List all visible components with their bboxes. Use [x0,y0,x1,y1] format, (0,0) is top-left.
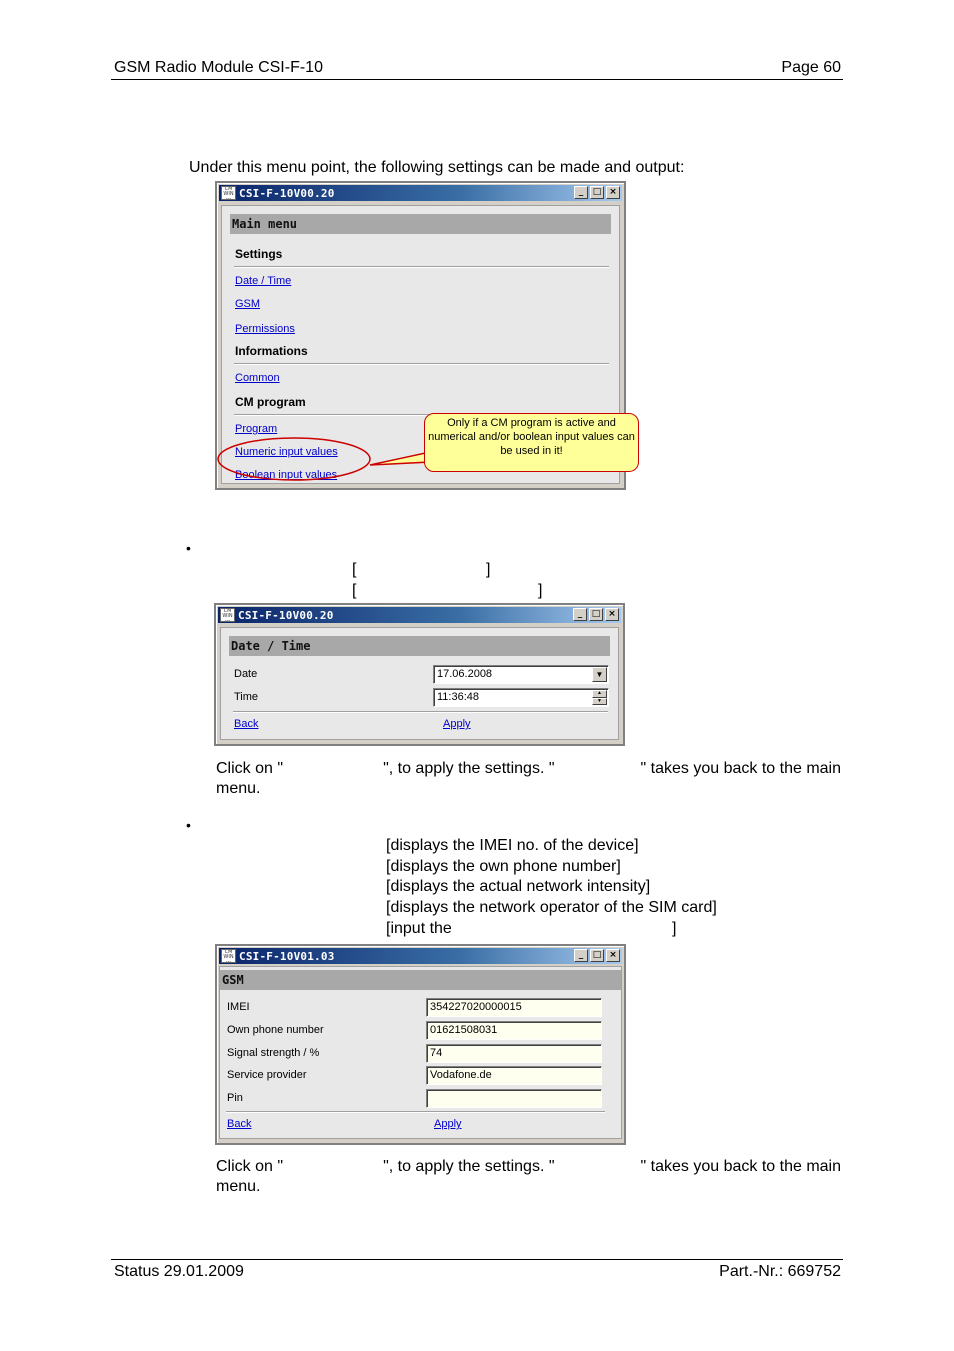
para-text: " takes you back to the main [640,1158,841,1175]
para-text: menu. [216,1178,261,1195]
time-spinner[interactable] [433,688,609,707]
back-link[interactable]: Back [227,1118,252,1130]
window-title: CSI-F-10V00.20 [238,608,334,622]
footer-status: Status 29.01.2009 [114,1263,244,1280]
time-label: Time [234,691,259,703]
separator [226,1111,605,1113]
doc-header-page: Page 60 [781,59,841,76]
cm-win-icon: CM WIN --- [220,608,235,622]
close-icon[interactable]: × [605,608,619,621]
desc-imei: [displays the IMEI no. of the device] [386,837,639,854]
section-title: GSM [220,970,621,990]
desc-pin: [input the [386,920,452,937]
footer-rule [111,1259,843,1260]
imei-label: IMEI [227,1001,250,1013]
window-titlebar[interactable] [218,607,621,623]
callout-pointer [370,452,430,465]
bracket-close: ] [672,920,677,937]
date-dropdown[interactable] [433,665,609,684]
minimize-icon[interactable]: _ [574,949,588,962]
callout-note: Only if a CM program is active and numerical and/or boolean input values can be used in it! [424,413,639,472]
link-permissions[interactable]: Permissions [235,323,295,335]
desc-phone: [displays the own phone number] [386,858,621,875]
back-link[interactable]: Back [234,718,259,730]
spinner-arrows[interactable] [592,690,607,705]
window-title: CSI-F-10V00.20 [239,186,335,200]
doc-header-title: GSM Radio Module CSI-F-10 [114,59,323,76]
close-icon[interactable]: × [606,186,620,199]
settings-heading: Settings [235,247,283,261]
section-title: Date / Time [229,636,610,656]
date-label: Date [234,668,258,680]
para-text: ", to apply the settings. " [383,1158,555,1175]
separator [233,711,608,713]
link-gsm[interactable]: GSM [235,298,261,310]
para-text: menu. [216,780,261,797]
signal-field[interactable]: 74 [426,1044,602,1063]
link-boolean-input-values[interactable]: Boolean input values [235,469,338,481]
pin-label: Pin [227,1092,243,1104]
bracket-open: [ [352,561,357,578]
cm-win-icon: CM WIN --- [221,186,236,200]
bracket-open: [ [352,582,357,599]
para-text: " takes you back to the main [640,760,841,777]
bullet-dot: • [186,817,191,833]
cm-win-icon: CM WIN --- [221,949,236,963]
chevron-down-icon[interactable]: ▼ [592,667,607,682]
maximize-icon[interactable]: □ [589,608,603,621]
desc-signal: [displays the actual network intensity] [386,878,651,895]
time-value: 11:36:48 [437,691,480,703]
window-title: CSI-F-10V01.03 [239,949,335,963]
para-text: ", to apply the settings. " [383,760,555,777]
maximize-icon[interactable]: □ [590,186,604,199]
informations-heading: Informations [235,344,308,358]
spin-down-icon[interactable]: ▼ [592,698,607,706]
minimize-icon[interactable]: _ [574,186,588,199]
provider-field[interactable]: Vodafone.de [426,1066,602,1085]
link-common[interactable]: Common [235,372,280,384]
cm-program-heading: CM program [235,395,306,409]
window-content [219,966,622,1139]
bullet-dot: • [186,540,191,556]
section-title: Main menu [230,214,611,234]
bracket-close: ] [538,582,543,599]
para-text: Click on " [216,1158,284,1175]
close-icon[interactable]: × [606,949,620,962]
instruction-paragraph [216,759,841,799]
phone-field[interactable]: 01621508031 [426,1021,602,1040]
window-titlebar[interactable] [219,948,622,964]
desc-provider: [displays the network operator of the SIM card] [386,899,717,916]
instruction-paragraph [216,1157,841,1197]
pin-field[interactable] [426,1089,602,1108]
apply-link[interactable]: Apply [443,718,471,730]
apply-link[interactable]: Apply [434,1118,462,1130]
window-content [220,627,619,740]
link-program[interactable]: Program [235,423,278,435]
para-text: Click on " [216,760,284,777]
link-date-time[interactable]: Date / Time [235,275,292,287]
intro-text: Under this menu point, the following settings can be made and output: [189,159,685,176]
gsm-window [215,944,626,1145]
provider-label: Service provider [227,1069,307,1081]
phone-label: Own phone number [227,1024,324,1036]
link-numeric-input-values[interactable]: Numeric input values [235,446,338,458]
minimize-icon[interactable]: _ [573,608,587,621]
signal-label: Signal strength / % [227,1047,320,1059]
date-value: 17.06.2008 [437,668,493,680]
maximize-icon[interactable]: □ [590,949,604,962]
highlight-ellipse [218,438,370,480]
bracket-close: ] [486,561,491,578]
footer-part-number: Part.-Nr.: 669752 [719,1263,841,1280]
imei-field[interactable]: 354227020000015 [426,998,602,1017]
spin-up-icon[interactable]: ▲ [592,690,607,698]
date-time-window [214,603,625,746]
